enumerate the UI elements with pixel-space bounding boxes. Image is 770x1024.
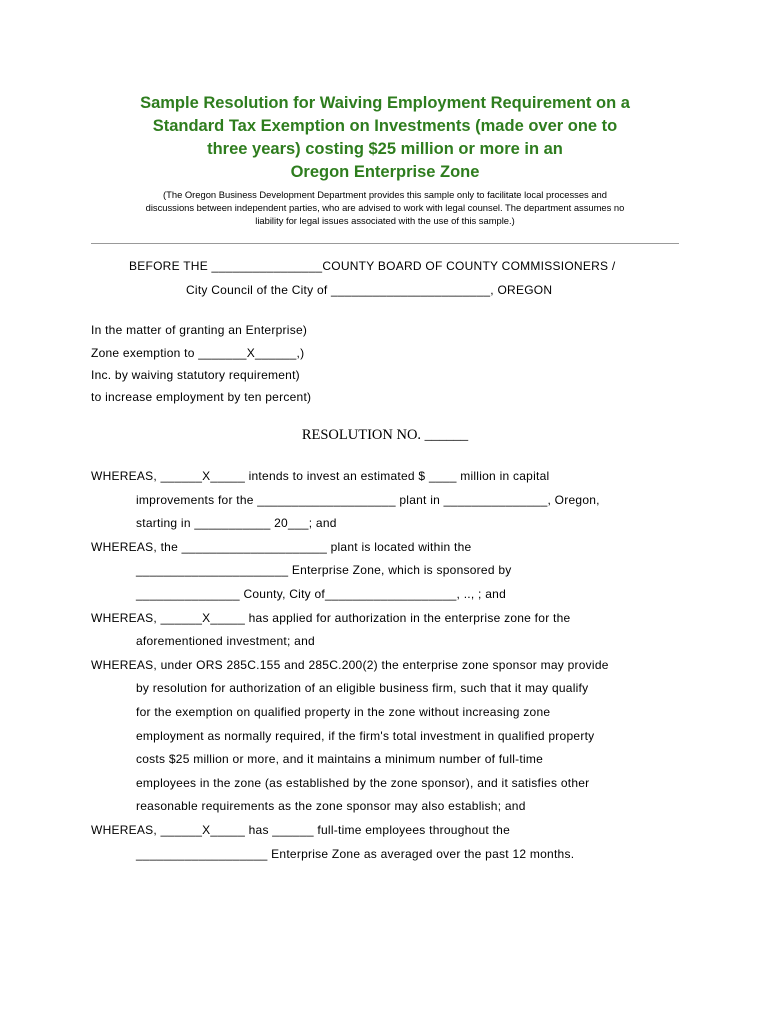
body-line: reasonable requirements as the zone sponsor may also establish; and (136, 799, 526, 813)
resolution-number: RESOLUTION NO. ______ (301, 427, 469, 443)
body-line: employees in the zone (as established by the zone sponsor), and it satisfies other (136, 776, 590, 790)
body-line: costs $25 million or more, and it maintains a minimum number of full-time (136, 752, 544, 766)
title-line: three years) costing $25 million or more in an (207, 140, 563, 158)
disclaimer-line: (The Oregon Business Development Department provides this sample only to facilitate local processes and (163, 189, 607, 200)
body-line: by resolution for authorization of an eligible business firm, such that it may qualify (136, 681, 589, 695)
body-line: aforementioned investment; and (136, 634, 315, 648)
body-line: WHEREAS, the _____________________ plant is located within the (91, 540, 472, 554)
matter-line: to increase employment by ten percent) (91, 390, 312, 404)
before-line-2: City Council of the City of _______________________, OREGON (186, 283, 553, 297)
body-line: _______________ County, City of___________________, .., ; and (136, 587, 506, 601)
body-line: ______________________ Enterprise Zone, which is sponsored by (136, 563, 512, 577)
body-line: improvements for the ____________________ plant in _______________, Oregon, (136, 493, 600, 507)
body-line: for the exemption on qualified property in the zone without increasing zone (136, 705, 551, 719)
body-line: employment as normally required, if the firm's total investment in qualified property (136, 729, 595, 743)
body-line: WHEREAS, ______X_____ has applied for authorization in the enterprise zone for the (91, 611, 571, 625)
title-line: Sample Resolution for Waiving Employment Requirement on a (140, 94, 630, 112)
horizontal-divider (91, 243, 679, 244)
title-line: Oregon Enterprise Zone (290, 163, 480, 181)
body-line: WHEREAS, ______X_____ intends to invest an estimated $ ____ million in capital (91, 469, 550, 483)
matter-line: In the matter of granting an Enterprise) (91, 323, 308, 337)
document-title (60, 92, 710, 184)
body-line: WHEREAS, ______X_____ has ______ full-time employees throughout the (91, 823, 511, 837)
disclaimer-line: discussions between independent parties, who are advised to work with legal counsel. The department assumes no (145, 202, 625, 213)
title-line: Standard Tax Exemption on Investments (made over one to (152, 117, 618, 135)
before-line-1: BEFORE THE ________________COUNTY BOARD OF COUNTY COMMISSIONERS / (129, 259, 616, 273)
body-line: WHEREAS, under ORS 285C.155 and 285C.200(2) the enterprise zone sponsor may provide (91, 658, 609, 672)
disclaimer-line: liability for legal issues associated with the use of this sample.) (255, 215, 515, 226)
body-line: ___________________ Enterprise Zone as averaged over the past 12 months. (136, 847, 575, 861)
matter-line: Inc. by waiving statutory requirement) (91, 368, 300, 382)
body-line: starting in ___________ 20___; and (136, 516, 337, 530)
matter-line: Zone exemption to _______X______,) (91, 346, 305, 360)
disclaimer (86, 188, 684, 227)
